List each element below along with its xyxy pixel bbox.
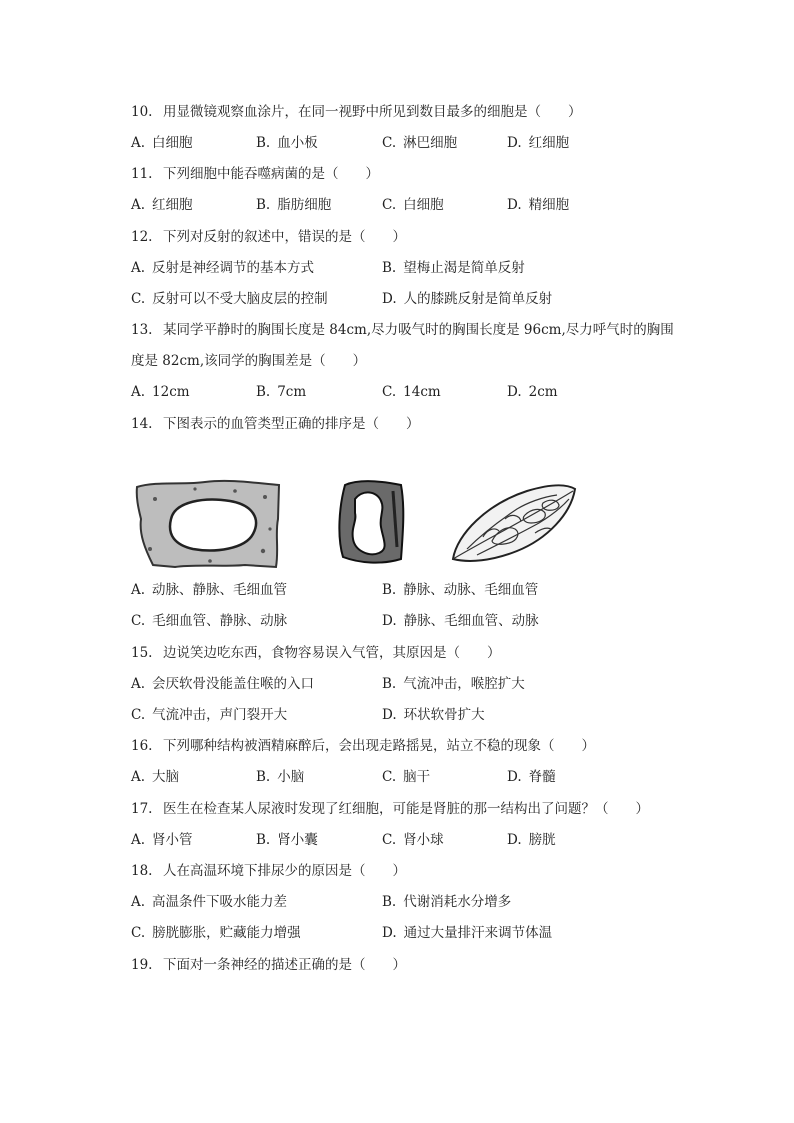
question-number: 16. bbox=[131, 738, 153, 754]
option-b: B. 望梅止渴是简单反射 bbox=[382, 260, 525, 276]
option-a: A. 反射是神经调节的基本方式 bbox=[131, 260, 315, 276]
option-a: A. 12cm bbox=[131, 384, 190, 400]
option-c: C. 气流冲击，声门裂开大 bbox=[131, 707, 288, 723]
option-d: D. 2cm bbox=[507, 384, 558, 400]
option-a: A. 大脑 bbox=[131, 769, 180, 785]
question-text: 下列哪种结构被酒精麻醉后，会出现走路摇晃，站立不稳的现象（ ） bbox=[163, 738, 595, 754]
question-number: 11. bbox=[131, 166, 153, 182]
option-c: C. 毛细血管、静脉、动脉 bbox=[131, 613, 288, 629]
question-text: 边说笑边吃东西，食物容易误入气管，其原因是（ ） bbox=[163, 645, 501, 661]
question-13-stem bbox=[131, 321, 674, 339]
option-d: D. 静脉、毛细血管、动脉 bbox=[382, 613, 539, 629]
option-c: C. 膀胱膨胀，贮藏能力增强 bbox=[131, 925, 301, 941]
question-number: 17. bbox=[131, 801, 153, 817]
option-b: B. 脂肪细胞 bbox=[256, 197, 332, 213]
question-19-stem bbox=[131, 956, 406, 974]
option-d: D. 红细胞 bbox=[507, 135, 570, 151]
question-number: 14. bbox=[131, 416, 153, 432]
question-text: 下面对一条神经的描述正确的是（ ） bbox=[163, 957, 406, 973]
question-14-stem bbox=[131, 415, 420, 433]
question-12-stem bbox=[131, 228, 406, 246]
option-b: B. 气流冲击，喉腔扩大 bbox=[382, 676, 525, 692]
option-d: D. 环状软骨扩大 bbox=[382, 707, 485, 723]
blood-vessel-figure bbox=[131, 475, 581, 571]
question-number: 15. bbox=[131, 645, 153, 661]
question-10-stem bbox=[131, 103, 582, 121]
option-c: C. 反射可以不受大脑皮层的控制 bbox=[131, 291, 328, 307]
option-a: A. 红细胞 bbox=[131, 197, 193, 213]
question-text: 下列对反射的叙述中，错误的是（ ） bbox=[163, 229, 406, 245]
question-number: 18. bbox=[131, 863, 153, 879]
question-number: 10. bbox=[131, 104, 153, 120]
question-15-stem bbox=[131, 644, 501, 662]
question-text: 医生在检查某人尿液时发现了红细胞，可能是肾脏的那一结构出了问题？（ ） bbox=[163, 801, 649, 817]
option-d: D. 脊髓 bbox=[507, 769, 556, 785]
option-a: A. 肾小管 bbox=[131, 832, 193, 848]
question-13-stem-continued: 度是 82cm,该同学的胸围差是（ ） bbox=[131, 353, 367, 369]
option-b: B. 静脉、动脉、毛细血管 bbox=[382, 582, 539, 598]
option-d: D. 膀胱 bbox=[507, 832, 556, 848]
question-text: 某同学平静时的胸围长度是 84cm,尽力吸气时的胸围长度是 96cm,尽力呼气时的胸围 bbox=[163, 322, 674, 338]
question-text: 人在高温环境下排尿少的原因是（ ） bbox=[163, 863, 406, 879]
question-number: 19. bbox=[131, 957, 153, 973]
option-b: B. 肾小囊 bbox=[256, 832, 318, 848]
question-number: 13. bbox=[131, 322, 153, 338]
question-text: 用显微镜观察血涂片，在同一视野中所见到数目最多的细胞是（ ） bbox=[163, 104, 582, 120]
blood-vessel-3 bbox=[447, 479, 579, 567]
option-c: C. 淋巴细胞 bbox=[382, 135, 458, 151]
option-a: A. 会厌软骨没能盖住喉的入口 bbox=[131, 676, 315, 692]
question-11-stem bbox=[131, 165, 379, 183]
question-18-stem bbox=[131, 862, 406, 880]
option-c: C. 肾小球 bbox=[382, 832, 444, 848]
blood-vessel-2 bbox=[331, 477, 411, 569]
option-d: D. 通过大量排汗来调节体温 bbox=[382, 925, 553, 941]
option-a: A. 白细胞 bbox=[131, 135, 193, 151]
question-17-stem bbox=[131, 800, 649, 818]
option-d: D. 精细胞 bbox=[507, 197, 570, 213]
question-text: 下图表示的血管类型正确的排序是（ ） bbox=[163, 416, 420, 432]
option-b: B. 代谢消耗水分增多 bbox=[382, 894, 512, 910]
option-a: A. 高温条件下吸水能力差 bbox=[131, 894, 288, 910]
question-number: 12. bbox=[131, 229, 153, 245]
option-b: B. 血小板 bbox=[256, 135, 318, 151]
option-b: B. 7cm bbox=[256, 384, 307, 400]
option-c: C. 脑干 bbox=[382, 769, 431, 785]
question-text: 下列细胞中能吞噬病菌的是（ ） bbox=[163, 166, 379, 182]
option-c: C. 14cm bbox=[382, 384, 441, 400]
option-a: A. 动脉、静脉、毛细血管 bbox=[131, 582, 288, 598]
question-16-stem bbox=[131, 737, 595, 755]
option-c: C. 白细胞 bbox=[382, 197, 444, 213]
option-d: D. 人的膝跳反射是简单反射 bbox=[382, 291, 553, 307]
option-b: B. 小脑 bbox=[256, 769, 305, 785]
blood-vessel-1 bbox=[135, 479, 281, 569]
